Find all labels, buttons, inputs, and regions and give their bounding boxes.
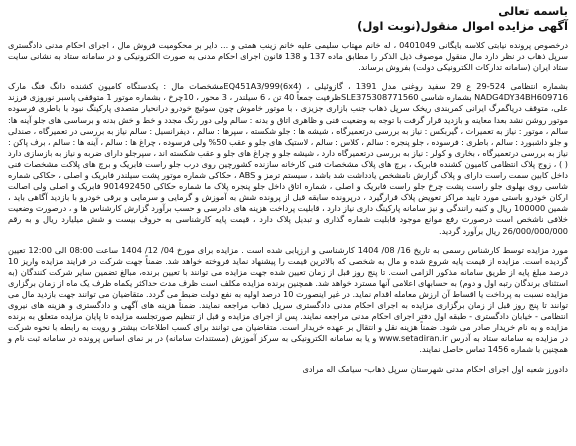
- vehicle-description-paragraph: بشماره انتظامی 524-29 ع 29 سفید روغنی مدل 1391 ، گازوئیلی ، EQ451A3/999(6x4)مشخصات مال : یکدستگاه کامیون کشنده دانگ فنگ مارک NADG4DY34BH609716 بشماره شاسی SLE375308771560ظرفیت جمعاً 40 تن ، 6 سیلندر ، 3 محور ، 10چرخ ، بشماره موتور 1 متوقفی پاسبر نوروزی فرزند علی، متوقف دریاگمرگ ایرانی کمربندی ریخک سرپل ذهاب جنب بازاری جزیزی ، با موتور خاموش چون سوئیچ خودرو درانحیار متصدی پارکینگ نبود با باطری فرسوده موتور روشن نشد بعدا معاینه و بازدید قرار گرفت با توجه به وضعیت فنی و ظاهری اتاق و بدنه : سالم ولی دور رنگ مجدد و خط و خش بدنه و برساسی های جلو آینه ها: سالم ، موتور : نیاز به تعمیرات ، گیربکس : نیاز به بررسی درتعمیرگاه ، شیشه ها : جلو شکسته ، سپرها : سالم ، دیفرانسیل : سالم نیاز به بررسی در تعمیرگاه ، صندلی و جلو داشبورد : سالم ، باطری : فرسوده ، جلو پنجره : سالم ، کلاس : سالم ، لاستیک های جلو و عقب 50% ولی فرسوده ، چراغ ها : سالم ، آینه ها : سالم ، برف پاکن : نیاز به بررسی درتعمیرگاه ، بخاری و کولر : نیاز به بررسی درتعمیرگاه دارد ، شیشه جلو و چراغ های جلو و عقب شکسته اند ، سپرجلو دارای ضربه و نیاز به بازسازی دارد ( ) ، زوج پلاک انتظامی کامیون کشنده فابریک ، برچ های پلاک مشخصات فنی کارخانه سازنده کشورچین روی درب جلو راست فابریک و برچ های پلاکت مشخصات فنی داخل کابین سمت راست دارای و پلاک گزارش نامشخص یادداشت شد باشد ، سیستم ترمز و ABS ، حکاکی شماره موتور پشت سیلندر فابریک و اصلی ، حکاکی شماره شاسی روی بهلوی جلو راست پشت چرخ جلو راست فابریک و اصلی ، شماره اتاق داخل جلو پنجره پلاک ما شماره حکاکی 901492450 فابریک و اصلی ولی اصالت ارکان خودرو باستی مورد تایید مراکز تعویض پلاک قرارگیرد ، درپرونده سابقه قبل از پرونده شش به آموزش و گرمایی و سرمایی و برقی خودرو با بازدید آگاهی باید ، شمین 100000 ریال و کنیه رانندگی و نیز سامانه پارکینگ داری نیاز دارد ، قابلیت پرداخت هزینه های دادرسی و حسب برآورد گزارش کارشناس ها و ، درصورت وضعیت خلافی ناشخص است درصورت رفع موانع موجود قابلیت شماره گذاری و تبدیل پلاک دارد ، قیمت پایه کارشناسی به حروف بیست و شش میلیارد ریال و به رقم 26/000/000/000 ریال برآورد گردید.: [8, 81, 569, 236]
- notice-title: آگهی مزایده اموال منقول(نوبت اول): [357, 19, 568, 33]
- intro-paragraph: درخصوص پرونده نیابتی کلاسه بایگانی 0401049 ، له خانم مهتاب سلیمی علیه خانم زینب همتی و ... دایر بر محکومیت فروش مال ، اجرای احکام مدنی دادگستری سرپل ذهاب در نظر دارد مال منقول موصوف ذیل الذکر را مطابق ماده 137 و 138 قانون اجرای احکام مدنی به صورت الکترونیکی و در سامانه ستاد به نشانی سایت ستاد ایران (سامانه تدارکات الکترونیکی دولت) بفروش برساند.: [8, 40, 568, 73]
- basmala-heading: باسمه تعالی: [498, 4, 568, 18]
- auction-terms-paragraph: مورد مزایده توسط کارشناس رسمی به تاریخ 16/ 08/ 1404 کارشناسی و ارزیابی شده است . مزایده برای مورخ 04/ 12/ 1404 ساعت 08:00 الی 12:00 تعیین گردیده است. مزایده از قیمت پایه شروع شده و مال به شخصی که بالاترین قیمت را پیشنهاد نماید فروخته خواهد شد. ضمناً جهت شرکت در فرایند مزایده واریز 10 درصد مبلغ پایه از طریق سامانه مذکور الزامی است. تا پنج روز قبل از زمان تعیین شده جهت مزایده می توانند با تعیین برنده، مبالغ تضمین سایر شرکت کنندگان (به استثنای برندگان رتبه اول و دوم) به حسابهای اعلامی آنها مسترد خواهد شد. همچنین برنده مزایده مکلف است ظرف مدت حداکثر یکماه ظرف یک ماه از زمان برگزاری مزایده نسبت به پرداخت یا اقساط آن ارزش معامله اقدام نماید. در غیر اینصورت 10 درصد اولیه به نفع دولت ضبط می گردد. متقاضیان می توانند جهت بازدید مال می توانند تا پنج روز قبل از زمان برگزاری مزایده به اجرای احکام مدنی دادگستری سرپل ذهاب مراجعه نمایند. ضمناً هزینه های آگهی و دادگستری و هزینه های نیروی انتظامی - خیابان دادگستری - طبقه اول دفتر اجرای احکام مدنی مراجعه نمایند. پس از اجرای مزایده و قبل از تنظیم صورتجلسه مزایده تا پایان مزایده متعلق به برنده مزایده و به نام خریدار صادر می شود. ضمناً هزینه نقل و انتقال بر عهده خریدار است. متقاضیان می توانند برای کسب اطلاعات بیشتر و رویت به رابطه با نحوه شرکت در مزایده به سامانه ستاد به آدرس www.setadiran.ir و یا به سامانه الکترونیکی به سرکز آموزش (مستندات سامانه) در بر نمای اساس پرونده در سامانه ثبت نام و همچنین با شماره 1456 تماس حاصل نمایند.: [8, 244, 569, 355]
- signature-line: دادورز شعبه اول اجرای احکام مدنی شهرستان سرپل ذهاب- سیامک اله مرادی: [302, 363, 568, 374]
